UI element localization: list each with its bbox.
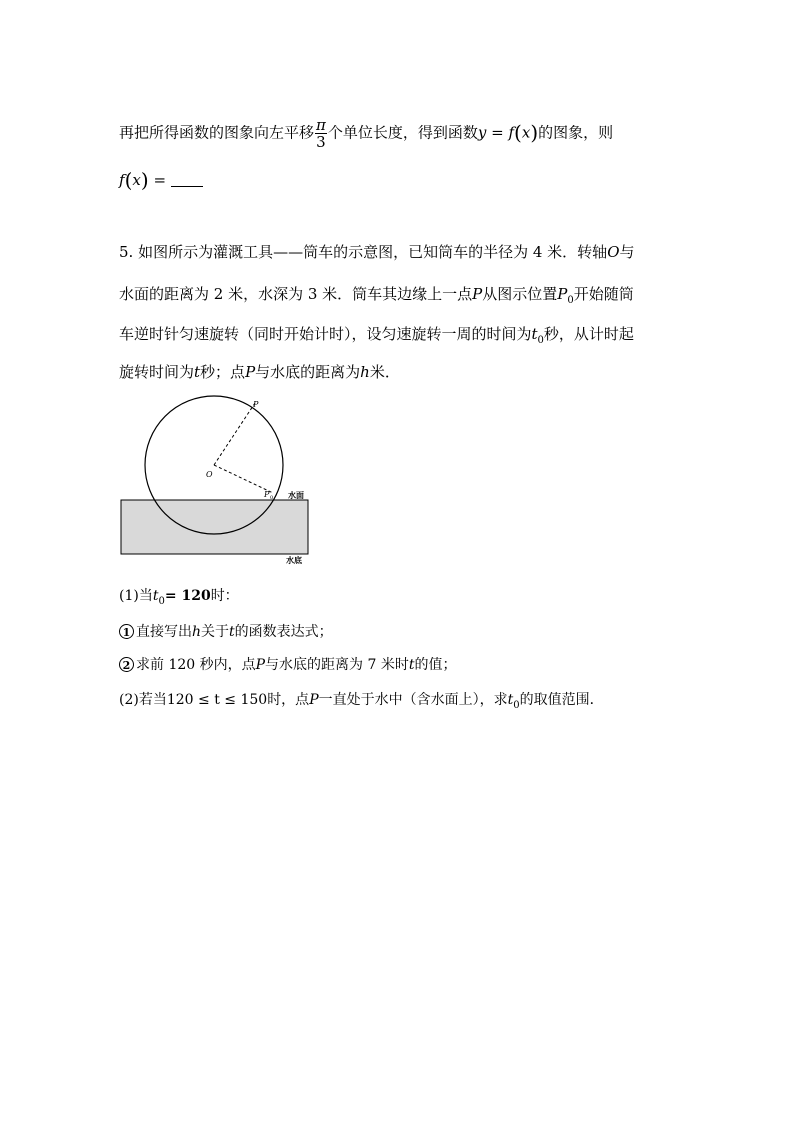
q1a-h: h: [192, 624, 202, 640]
intro-line-2: f(x) =: [119, 170, 203, 190]
pi-over-3-fraction: [315, 117, 327, 150]
t0-label: t: [531, 325, 538, 343]
problem-text-1-end: 与: [619, 243, 635, 261]
figure-label-p0-sub: 0: [270, 495, 274, 501]
radius-to-p0: [214, 465, 273, 493]
answer-equals: =: [153, 171, 167, 189]
intro-var: x: [521, 123, 531, 142]
q1b-t: t: [408, 657, 415, 673]
question-2: [119, 690, 604, 716]
figure-label-p0: P: [264, 490, 270, 499]
figure-label-bottom: 水底: [286, 556, 302, 565]
figure-label-surface: 水面: [288, 491, 304, 500]
q1a-text-b: 关于: [201, 624, 230, 640]
water-body: [121, 500, 308, 554]
answer-var: x: [132, 171, 141, 189]
q2-text-c: 一直处于水中（含水面上），求: [318, 692, 508, 708]
question-1a: [119, 622, 333, 642]
h-label: h: [360, 363, 370, 381]
intro-text-a: 再把所得函数的图象向左平移: [119, 123, 315, 142]
problem-text-2c: 开始随筒: [573, 285, 634, 303]
intro-text-c: 的图象，则: [538, 123, 614, 142]
q2-t0: t: [507, 692, 514, 708]
radius-to-p: [214, 403, 255, 465]
circled-one-icon: 1: [119, 624, 134, 639]
q2-t0-sub: 0: [513, 700, 520, 711]
q2-text-d: 的取值范围．: [519, 692, 604, 708]
problem-line-3: [119, 324, 634, 351]
problem-text-2: 水面的距离为 2 米，水深为 3 米．筒车其边缘上一点: [119, 285, 473, 303]
point-label: P: [472, 285, 483, 303]
figure-label-o: O: [206, 470, 213, 479]
q2-text-b: 时，点: [267, 692, 310, 708]
q2-p: P: [309, 692, 319, 708]
q1a-text-c: 的函数表达式；: [234, 624, 333, 640]
q2-inequality: 120 ≤ t ≤ 150: [166, 692, 268, 708]
intro-line-1: 再把所得函数的图象向左平移 $\frac{\pi}{3}$ 个单位长度，得到函数y = f(x)的图象，则: [119, 116, 614, 151]
problem-text-4b: 秒；点: [200, 363, 246, 381]
intro-func: y = f: [477, 123, 515, 142]
answer-blank: [171, 172, 203, 187]
problem-text-2b: 从图示位置: [482, 285, 558, 303]
problem-line-1: [119, 242, 635, 262]
problem-number: 5.: [119, 243, 134, 261]
t-label: t: [194, 363, 201, 381]
q1-t0-sub: 0: [158, 596, 165, 607]
axis-label: O: [607, 243, 620, 261]
q1b-p: P: [255, 657, 266, 673]
q2-text-a: (2)若当: [119, 692, 167, 708]
water-wheel-figure: [115, 394, 315, 569]
p0-label: P: [557, 285, 568, 303]
point-label-2: P: [245, 363, 256, 381]
q1a-t: t: [229, 624, 235, 640]
problem-text-4c: 与水底的距离为: [255, 363, 361, 381]
problem-line-2: [119, 284, 634, 311]
intro-text-b: 个单位长度，得到函数: [327, 123, 478, 142]
q1-prefix: (1)当: [119, 588, 153, 604]
t0-subscript: 0: [537, 335, 544, 346]
q1b-text-c: 的值；: [414, 657, 457, 673]
q1-end: 时：: [210, 588, 239, 604]
q1-t0: t: [152, 588, 159, 604]
problem-line-4: [119, 362, 400, 382]
problem-text-3b: 秒，从计时起: [543, 325, 634, 343]
fraction-denominator: 3: [316, 133, 326, 151]
question-1b: [119, 655, 457, 675]
q1-equals: = 120: [164, 588, 211, 604]
problem-text-4a: 旋转时间为: [119, 363, 195, 381]
circled-two-icon: 2: [119, 657, 134, 672]
figure-label-p: P: [253, 400, 259, 409]
q1a-text-a: 直接写出: [136, 624, 192, 640]
answer-func: f: [119, 171, 125, 189]
problem-text-3a: 车逆时针匀速旋转（同时开始计时），设匀速旋转一周的时间为: [119, 325, 532, 343]
problem-text-4d: 米．: [369, 363, 400, 381]
problem-text-1: 如图所示为灌溉工具——筒车的示意图，已知筒车的半径为 4 米．转轴: [138, 243, 608, 261]
fraction-numerator: π: [316, 116, 326, 134]
q1b-text-b: 与水底的距离为 7 米时: [265, 657, 409, 673]
q1b-text-a: 求前 120 秒内，点: [136, 657, 256, 673]
question-1: [119, 586, 239, 612]
p0-subscript: 0: [567, 295, 574, 306]
